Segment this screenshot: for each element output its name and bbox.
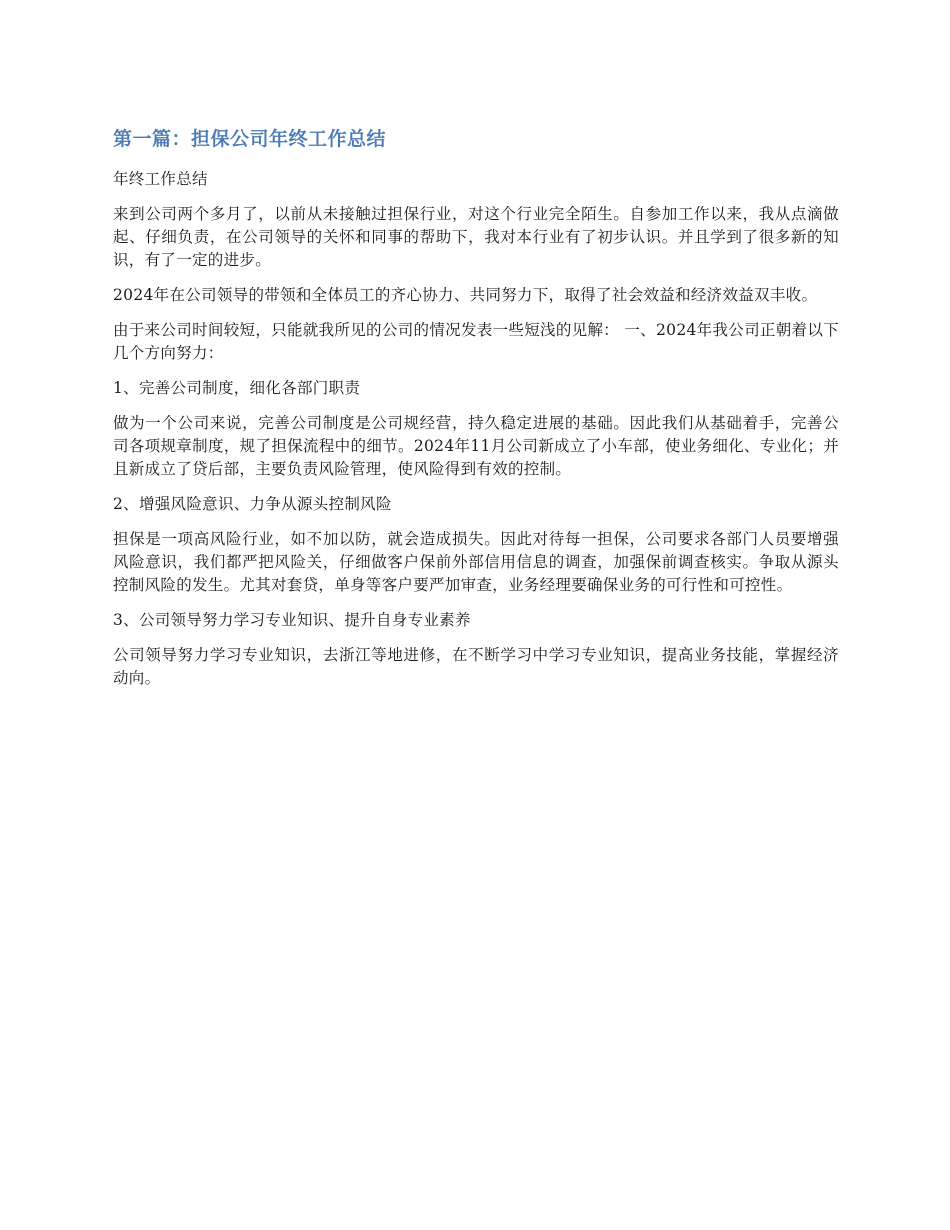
document-page bbox=[113, 124, 839, 702]
paragraph-intro: 来到公司两个多月了，以前从未接触过担保行业，对这个行业完全陌生。自参加工作以来，我从点滴做起、仔细负责，在公司领导的关怀和同事的帮助下，我对本行业有了初步认识。并且学到了很多新的知识，有了一定的进步。 bbox=[113, 205, 839, 269]
section-heading-2: 2、增强风险意识、力争从源头控制风险 bbox=[113, 495, 392, 513]
paragraph-section-1: 做为一个公司来说，完善公司制度是公司规经营，持久稳定进展的基础。因此我们从基础着手，完善公司各项规章制度，规了担保流程中的细节。2024年11月公司新成立了小车部，使业务细化、专业化；并且新成立了贷后部，主要负责风险管理，使风险得到有效的控制。 bbox=[113, 414, 839, 478]
section-heading-1: 1、完善公司制度，细化各部门职责 bbox=[113, 379, 361, 397]
paragraph-subtitle: 年终工作总结 bbox=[113, 170, 208, 188]
paragraph-section-3: 公司领导努力学习专业知识，去浙江等地进修，在不断学习中学习专业知识，提高业务技能，掌握经济动向。 bbox=[113, 646, 839, 687]
section-heading-3: 3、公司领导努力学习专业知识、提升自身专业素养 bbox=[113, 611, 471, 629]
paragraph-directions: 由于来公司时间较短，只能就我所见的公司的情况发表一些短浅的见解： 一、2024年我公司正朝着以下几个方向努力： bbox=[113, 321, 839, 362]
paragraph-achievement: 2024年在公司领导的带领和全体员工的齐心协力、共同努力下，取得了社会效益和经济效益双丰收。 bbox=[113, 286, 818, 304]
paragraph-section-2: 担保是一项高风险行业，如不加以防，就会造成损失。因此对待每一担保，公司要求各部门人员要增强风险意识，我们都严把风险关，仔细做客户保前外部信用信息的调查，加强保前调查核实。争取从源头控制风险的发生。尤其对套贷，单身等客户要严加审查，业务经理要确保业务的可行性和可控性。 bbox=[113, 530, 839, 594]
document-title: 第一篇：担保公司年终工作总结 bbox=[113, 128, 387, 150]
